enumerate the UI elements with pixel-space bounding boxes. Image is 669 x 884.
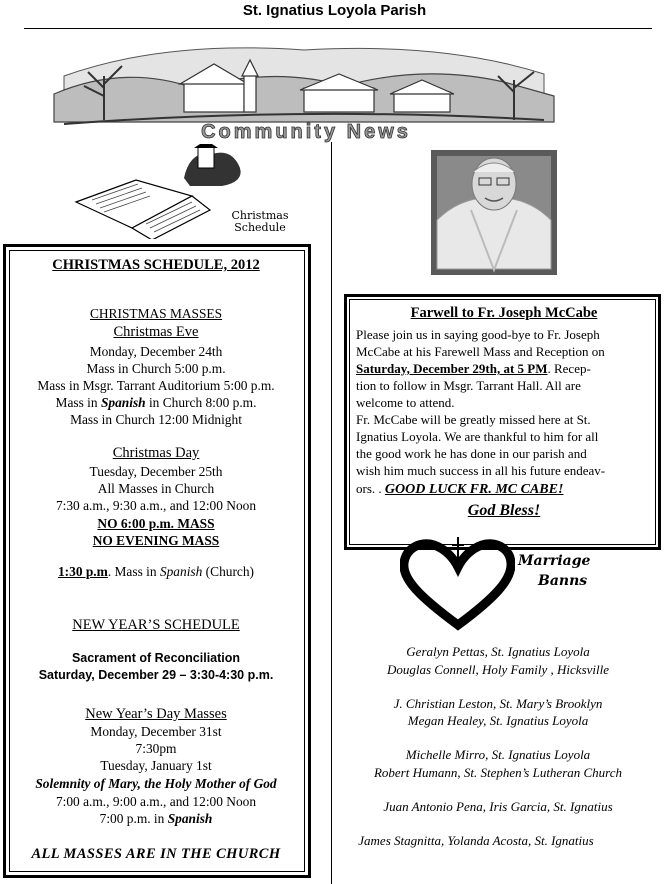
banns-couple-line: Robert Humann, St. Stephen’s Lutheran Church [373, 765, 623, 780]
christmas-masses-heading: CHRISTMAS MASSES [89, 306, 223, 321]
schedule-title: CHRISTMAS SCHEDULE, 2012 [52, 257, 260, 273]
christmas-caption-line2: Schedule [234, 221, 286, 234]
farewell-date-line: Saturday, December 29th, at 5 PM. Recep- [356, 361, 591, 376]
banns-graphic-line2: Banns [538, 573, 588, 589]
no-6pm-mass: NO 6:00 p.m. MASS [97, 516, 215, 531]
day-spanish-line: 1:30 p.m. Mass in Spanish (Church) [57, 564, 255, 579]
day-line: 7:30 a.m., 9:30 a.m., and 12:00 Noon [55, 498, 257, 513]
solemnity-line: Solemnity of Mary, the Holy Mother of God [35, 776, 277, 791]
header-rule [24, 28, 652, 29]
eve-midnight-line: Mass in Church 12:00 Midnight [70, 412, 242, 427]
new-year-line: Tuesday, January 1st [100, 758, 212, 773]
banns-couple-line: James Stagnitta, Yolanda Acosta, St. Ignatius [358, 833, 594, 848]
banns-couple-line: J. Christian Leston, St. Mary’s Brooklyn [393, 696, 603, 711]
marriage-banns-graphic [400, 537, 620, 632]
new-year-spanish-line: 7:00 p.m. in Spanish [99, 811, 213, 826]
farewell-line: Ignatius Loyola. We are thankful to him for all [356, 429, 599, 444]
farewell-line: tion to follow in Msgr. Tarrant Hall. All are [356, 378, 581, 393]
priest-portrait-icon [431, 150, 557, 275]
reconciliation-time: Saturday, December 29 – 3:30-4:30 p.m. [38, 668, 274, 682]
all-masses-footer: ALL MASSES ARE IN THE CHURCH [31, 846, 281, 862]
farewell-line: McCabe at his Farewell Mass and Reception on [356, 344, 605, 359]
eve-line: Monday, December 24th [89, 344, 223, 359]
banns-couple-line: Megan Healey, St. Ignatius Loyola [407, 713, 589, 728]
farewell-title: Farwell to Fr. Joseph McCabe [410, 305, 598, 321]
heart-icon [400, 537, 515, 632]
banner-title: Community News [201, 121, 411, 143]
new-years-day-heading: New Year’s Day Masses [85, 706, 227, 722]
farewell-line: the good work he has done in our parish and [356, 446, 587, 461]
christmas-caption-line1: Christmas [231, 209, 289, 222]
eve-line: Mass in Church 5:00 p.m. [86, 361, 226, 376]
eve-spanish-line: Mass in Spanish in Church 8:00 p.m. [55, 395, 257, 410]
new-year-schedule-heading: NEW YEAR’S SCHEDULE [72, 617, 240, 633]
farewell-line: wish him much success in all his future endeav- [356, 463, 606, 478]
day-line: Tuesday, December 25th [89, 464, 223, 479]
banns-couple-line: Douglas Connell, Holy Family , Hicksville [386, 662, 610, 677]
christmas-day-heading: Christmas Day [112, 445, 200, 461]
farewell-good-luck-line: ors. . GOOD LUCK FR. MC CABE! [356, 481, 564, 497]
christmas-eve-heading: Christmas Eve [113, 324, 199, 340]
farewell-line: welcome to attend. [356, 395, 455, 410]
reconciliation-heading: Sacrament of Reconciliation [71, 651, 241, 665]
village-scene-icon [44, 36, 564, 144]
column-divider [331, 142, 332, 884]
new-year-line: Monday, December 31st [90, 724, 222, 739]
new-year-line: 7:30pm [135, 741, 177, 756]
banns-couple-line: Geralyn Pettas, St. Ignatius Loyola [406, 644, 590, 659]
banns-couple-line: Michelle Mirro, St. Ignatius Loyola [405, 747, 591, 762]
eve-line: Mass in Msgr. Tarrant Auditorium 5:00 p.m. [37, 378, 275, 393]
banns-graphic-line1: Marriage [518, 553, 591, 569]
farewell-line: Please join us in saying good-bye to Fr. Joseph [356, 327, 600, 342]
christmas-schedule-graphic [72, 144, 297, 239]
god-bless: God Bless! [467, 502, 541, 519]
farewell-line: Fr. McCabe will be greatly missed here at St. [356, 412, 591, 427]
no-evening-mass: NO EVENING MASS [92, 533, 220, 548]
new-year-times: 7:00 a.m., 9:00 a.m., and 12:00 Noon [55, 794, 257, 809]
page-header-title: St. Ignatius Loyola Parish [242, 2, 427, 19]
day-line: All Masses in Church [97, 481, 215, 496]
banns-couple-line: Juan Antonio Pena, Iris Garcia, St. Ignatius [383, 799, 613, 814]
